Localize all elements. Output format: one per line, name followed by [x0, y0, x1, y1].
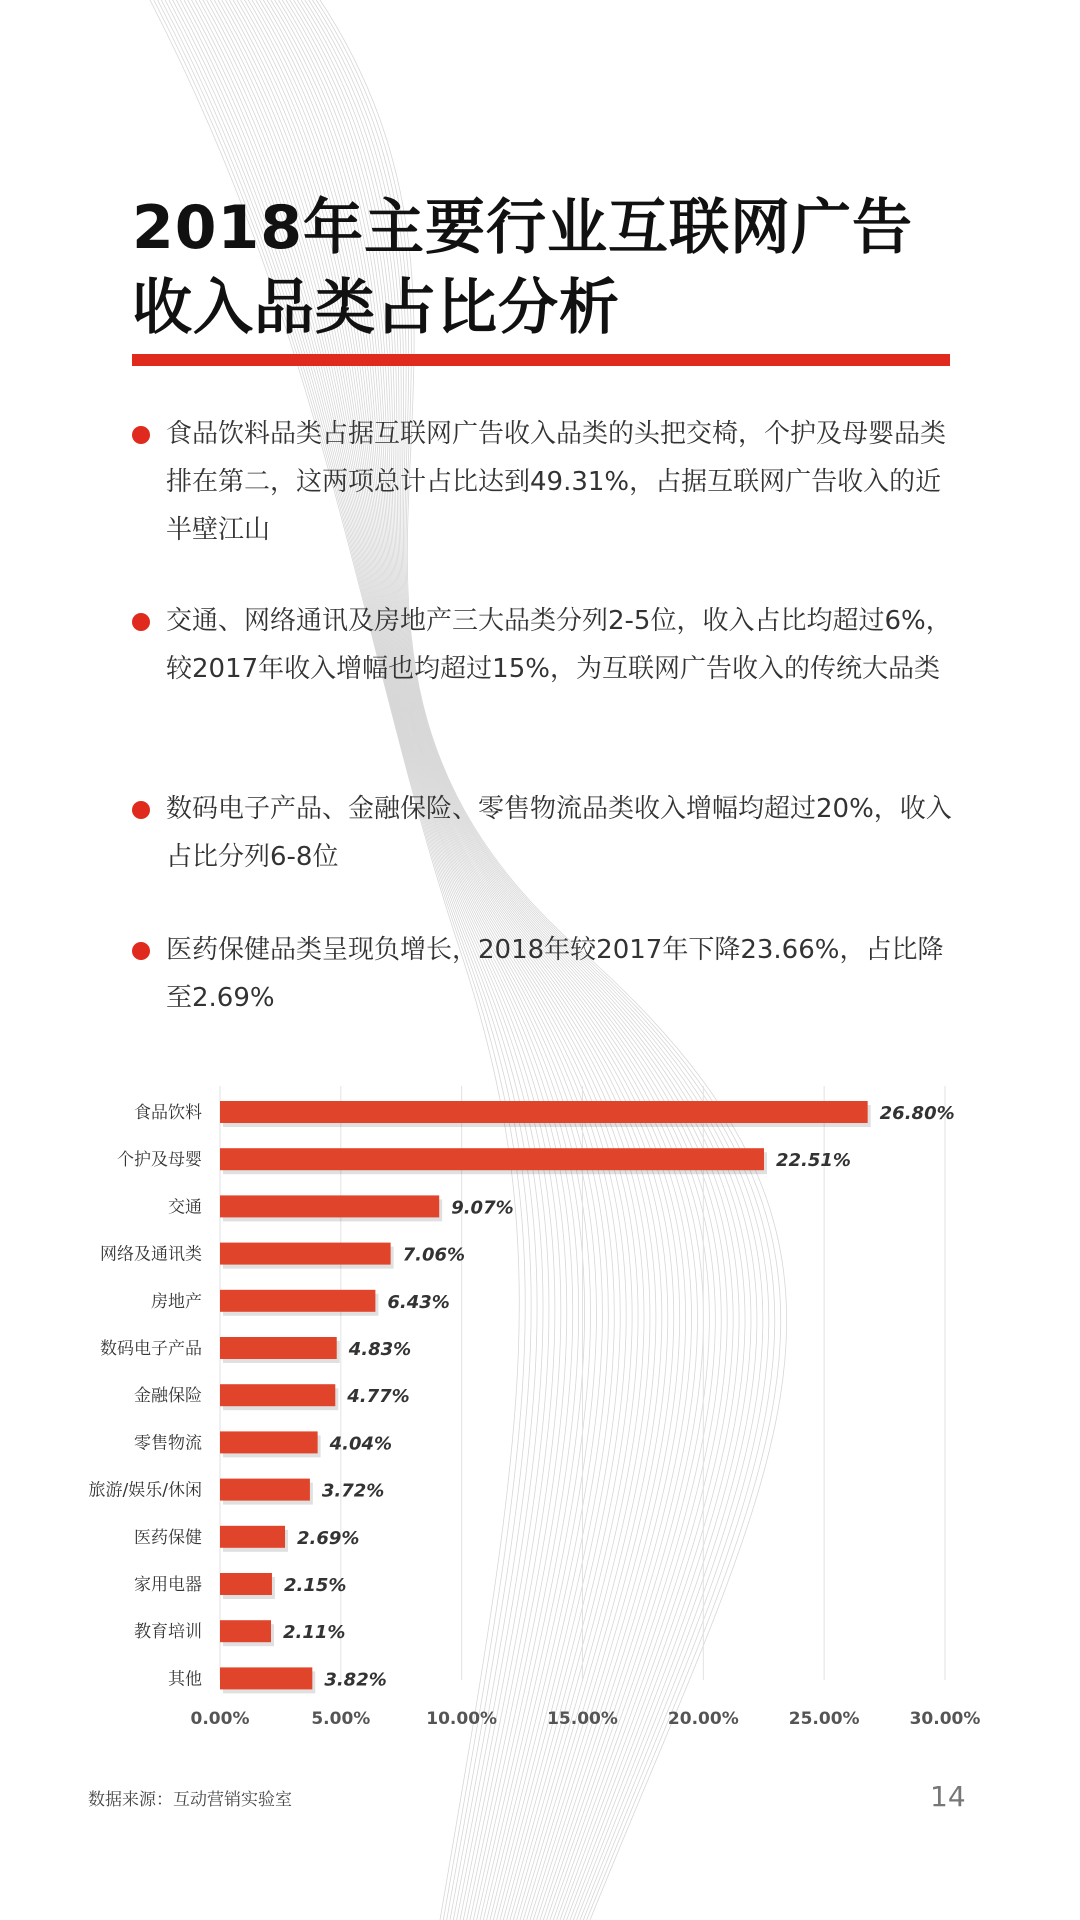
x-tick-label: 10.00% [426, 1709, 498, 1729]
bar [220, 1337, 337, 1359]
x-tick-label: 0.00% [190, 1709, 250, 1729]
bullet-text: 交通、网络通讯及房地产三大品类分列2-5位，收入占比均超过6%，较2017年收入增幅也均超过15%，为互联网广告收入的传统大品类 [166, 606, 952, 684]
page-number: 14 [930, 1780, 966, 1813]
category-label: 交通 [168, 1197, 202, 1218]
category-label: 数码电子产品 [100, 1339, 202, 1359]
category-label: 旅游/娱乐/休闲 [88, 1480, 202, 1501]
bar [220, 1573, 272, 1595]
category-label: 零售物流 [134, 1433, 202, 1454]
bar [220, 1479, 310, 1501]
bullet-text: 数码电子产品、金融保险、零售物流品类收入增幅均超过20%，收入占比分列6-8位 [166, 794, 952, 872]
bar [220, 1243, 391, 1265]
bar [220, 1101, 868, 1123]
category-label: 教育培训 [134, 1622, 202, 1643]
value-label: 7.06% [402, 1244, 466, 1266]
value-label: 22.51% [775, 1150, 851, 1172]
bullet-dot [132, 942, 150, 960]
value-label: 2.69% [297, 1527, 360, 1549]
bar [220, 1195, 439, 1217]
bar-chart [0, 1080, 1080, 1740]
value-label: 4.77% [347, 1386, 410, 1408]
page-title-line-2: 收入品类占比分析 [132, 273, 620, 343]
value-label: 9.07% [451, 1197, 514, 1219]
category-label: 其他 [168, 1669, 202, 1690]
value-label: 3.82% [324, 1669, 387, 1691]
bullet-dot [132, 613, 150, 631]
value-label: 3.72% [321, 1480, 385, 1502]
bullet-text: 食品饮料品类占据互联网广告收入品类的头把交椅，个护及母婴品类排在第二，这两项总计占比达到49.31%，占据互联网广告收入的近半壁江山 [166, 419, 947, 545]
x-tick-label: 5.00% [311, 1709, 371, 1729]
x-tick-label: 20.00% [667, 1709, 739, 1729]
value-label: 26.80% [879, 1103, 955, 1124]
category-label: 网络及通讯类 [100, 1244, 202, 1265]
category-label: 个护及母婴 [117, 1150, 202, 1171]
bullet-dot [132, 801, 150, 819]
x-tick-label: 25.00% [788, 1709, 860, 1729]
bullet-text: 医药保健品类呈现负增长，2018年较2017年下降23.66%，占比降至2.69% [166, 935, 944, 1013]
category-label: 家用电器 [134, 1575, 202, 1595]
category-label: 食品饮料 [134, 1103, 202, 1123]
data-source-note: 数据来源：互动营销实验室 [88, 1790, 292, 1810]
bar [220, 1431, 318, 1453]
bar [220, 1667, 312, 1689]
bar [220, 1148, 764, 1170]
x-tick-label: 15.00% [547, 1709, 618, 1729]
value-label: 2.15% [283, 1575, 347, 1596]
category-label: 金融保险 [134, 1386, 202, 1407]
value-label: 2.11% [282, 1622, 346, 1644]
bar [220, 1620, 271, 1642]
bar [220, 1290, 375, 1312]
title-underline [132, 354, 950, 366]
bullet-dot [132, 426, 150, 444]
bar [220, 1526, 285, 1548]
page-title-line-1: 2018年主要行业互联网广告 [132, 193, 913, 263]
bar [220, 1384, 335, 1406]
category-label: 房地产 [151, 1291, 202, 1312]
value-label: 4.83% [348, 1339, 412, 1360]
value-label: 6.43% [387, 1291, 450, 1313]
category-label: 医药保健 [134, 1527, 202, 1548]
value-label: 4.04% [329, 1433, 393, 1455]
x-tick-label: 30.00% [909, 1709, 981, 1729]
